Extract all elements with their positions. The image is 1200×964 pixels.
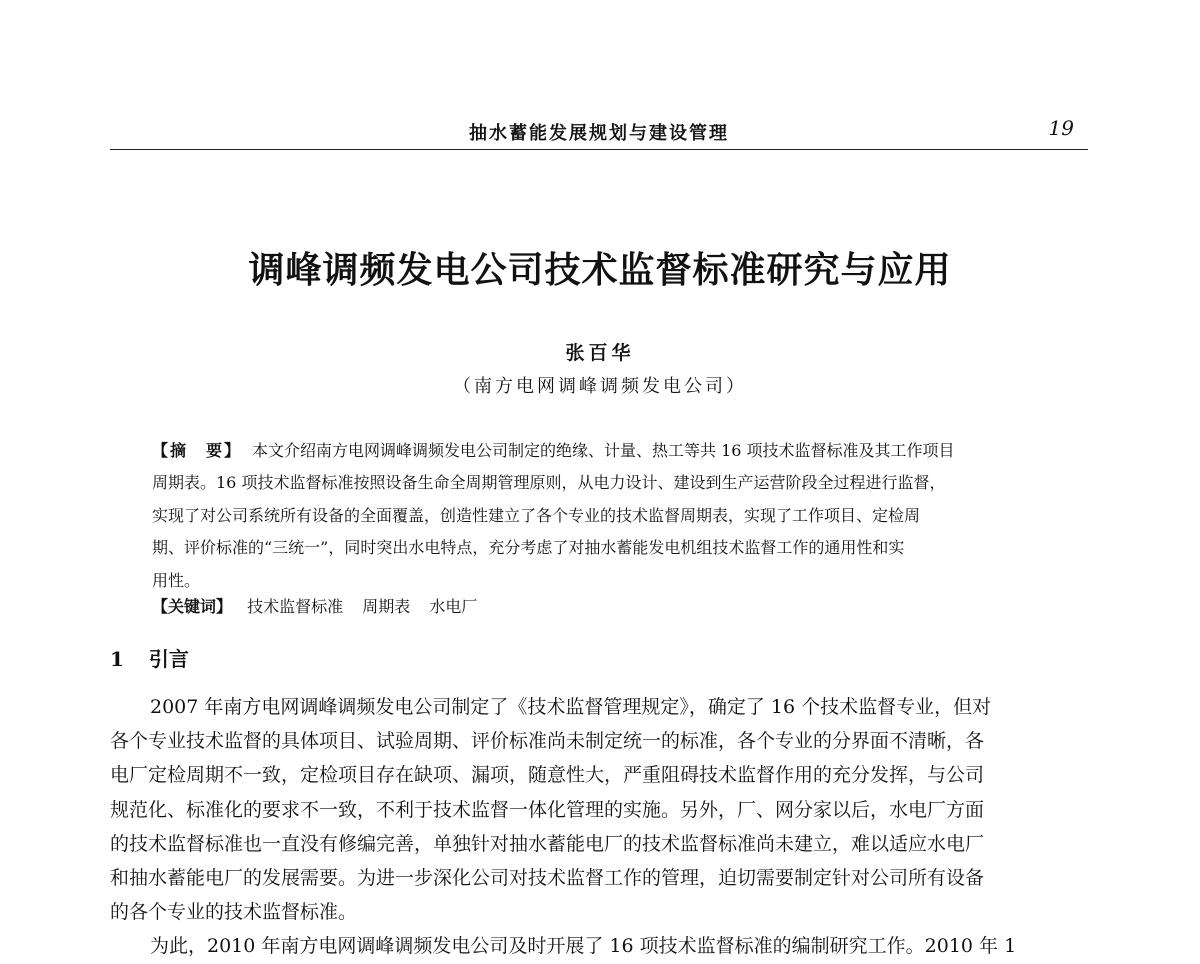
body-line: 的技术监督标准也一直没有修编完善，单独针对抽水蓄能电厂的技术监督标准尚未建立，难以适应水电厂 — [110, 832, 985, 855]
abstract — [152, 435, 1057, 597]
body-line: 的各个专业的技术监督标准。 — [110, 901, 358, 924]
body-line: 和抽水蓄能电厂的发展需要。为进一步深化公司对技术监督工作的管理，迫切需要制定针对公司所有设备 — [110, 867, 985, 890]
abstract-label: 【摘 要】 — [152, 441, 243, 460]
abstract-line: 用性。 — [152, 570, 201, 590]
abstract-line: 实现了对公司系统所有设备的全面覆盖，创造性建立了各个专业的技术监督周期表，实现了工作项目、定检周 — [152, 505, 921, 525]
author-name: 张百华 — [565, 342, 635, 364]
abstract-line: 期、评价标准的“三统一”，同时突出水电特点，充分考虑了对抽水蓄能发电机组技术监督工作的通用性和实 — [152, 538, 905, 558]
body-text — [110, 690, 1090, 964]
section-title: 引言 — [148, 647, 189, 671]
running-header — [110, 113, 1088, 150]
abstract-line: 周期表。16 项技术监督标准按照设备生命全周期管理原则，从电力设计、建设到生产运营阶段全过程进行监督， — [152, 473, 946, 493]
section-number: 1 — [110, 647, 124, 671]
author-affiliation: （南方电网调峰调频发电公司） — [453, 376, 747, 397]
article-title: 调峰调频发电公司技术监督标准研究与应用 — [248, 249, 952, 291]
body-line: 为此，2010 年南方电网调峰调频发电公司及时开展了 16 项技术监督标准的编制研究工作。2010 年 1 — [150, 935, 1017, 958]
keyword: 技术监督标准 — [247, 597, 344, 616]
section-heading — [110, 643, 189, 672]
keyword: 水电厂 — [429, 597, 478, 616]
page-number: 19 — [1048, 116, 1074, 140]
keyword: 周期表 — [362, 597, 411, 616]
abstract-line — [152, 435, 1057, 467]
body-line: 2007 年南方电网调峰调频发电公司制定了《技术监督管理规定》，确定了 16 个技术监督专业，但对 — [150, 696, 992, 718]
running-title: 抽水蓄能发展规划与建设管理 — [469, 123, 729, 144]
body-line: 规范化、标准化的要求不一致，不利于技术监督一体化管理的实施。另外，厂、网分家以后，水电厂方面 — [110, 798, 985, 821]
keywords — [152, 592, 1057, 622]
abstract-text: 本文介绍南方电网调峰调频发电公司制定的绝缘、计量、热工等共 16 项技术监督标准及其工作项目 — [252, 441, 955, 460]
keywords-label: 【关键词】 — [152, 597, 233, 616]
body-line: 电厂定检周期不一致，定检项目存在缺项、漏项，随意性大，严重阻碍技术监督作用的充分发挥，与公司 — [110, 764, 985, 787]
body-line: 各个专业技术监督的具体项目、试验周期、评价标准尚未制定统一的标准，各个专业的分界面不清晰，各 — [110, 730, 985, 753]
